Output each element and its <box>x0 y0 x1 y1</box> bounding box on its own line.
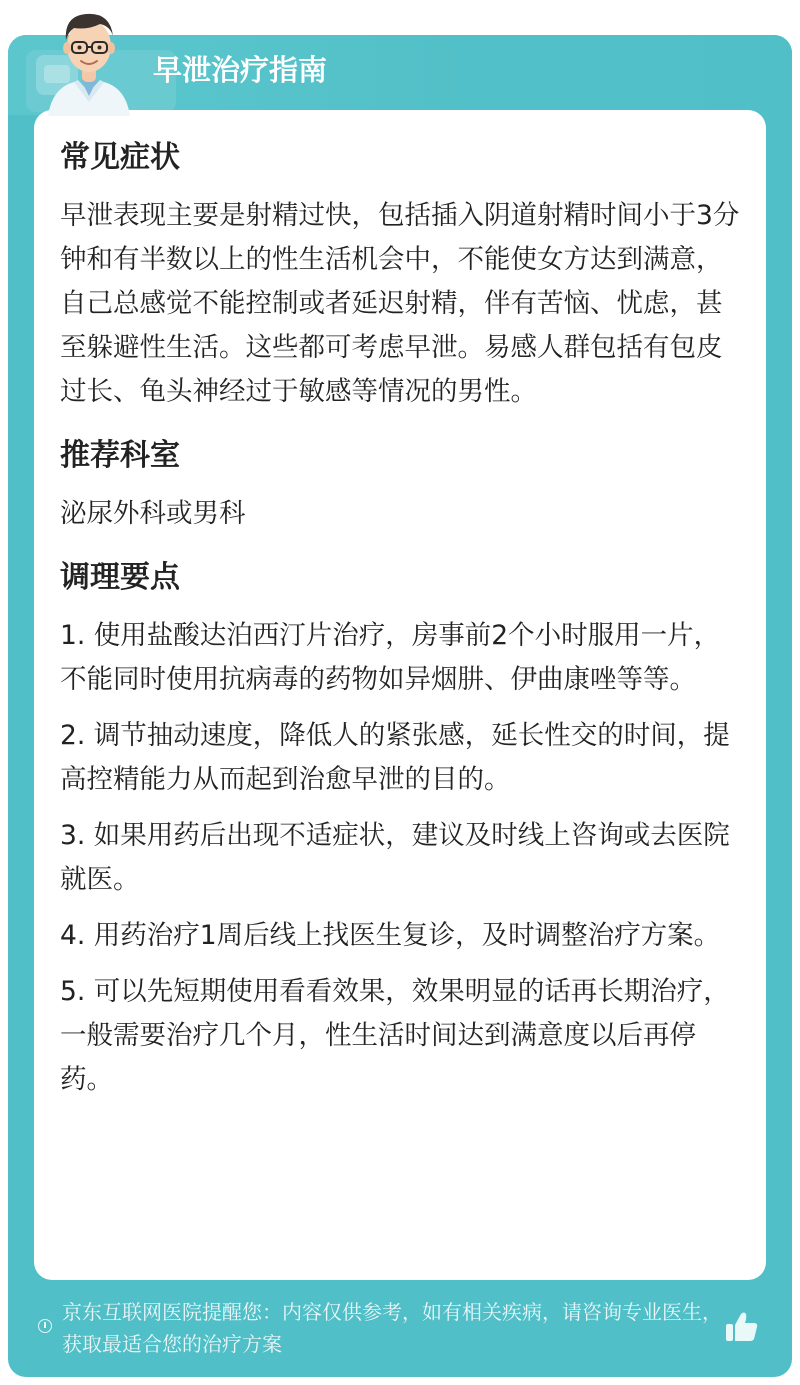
info-icon <box>38 1319 52 1333</box>
page-title: 早泄治疗指南 <box>153 53 328 87</box>
section-title-symptoms: 常见症状 <box>60 140 180 175</box>
care-point-item: 3. 如果用药后出现不适症状，建议及时线上咨询或去医院就医。 <box>60 820 730 895</box>
disclaimer-text: 京东互联网医院提醒您：内容仅供参考，如有相关疾病，请咨询专业医生，获取最适合您的治疗方案 <box>62 1300 722 1356</box>
care-point-item: 1. 使用盐酸达泊西汀片治疗，房事前2个小时服用一片，不能同时使用抗病毒的药物如异烟肼、伊曲康唑等等。 <box>60 620 721 695</box>
thumbs-up-icon[interactable] <box>724 1310 760 1344</box>
content-panel <box>34 110 766 1280</box>
disclaimer-footer <box>8 1290 792 1370</box>
doctor-avatar <box>44 6 134 116</box>
care-point-item: 4. 用药治疗1周后线上找医生复诊，及时调整治疗方案。 <box>60 920 721 951</box>
care-point-item: 5. 可以先短期使用看看效果，效果明显的话再长期治疗，一般需要治疗几个月，性生活时间达到满意度以后再停药。 <box>60 976 730 1095</box>
section-title-care-points: 调理要点 <box>60 560 180 595</box>
department-text: 泌尿外科或男科 <box>60 498 246 529</box>
care-point-item: 2. 调节抽动速度，降低人的紧张感，延长性交的时间，提高控精能力从而起到治愈早泄的目的。 <box>60 720 730 795</box>
section-title-department: 推荐科室 <box>60 438 180 473</box>
symptoms-text: 早泄表现主要是射精过快，包括插入阴道射精时间小于3分钟和有半数以上的性生活机会中，不能使女方达到满意，自己总感觉不能控制或者延迟射精，伴有苦恼、忧虑，甚至躲避性生活。这些都可考虑早泄。易感人群包括有包皮过长、龟头神经过于敏感等情况的男性。 <box>60 200 740 407</box>
